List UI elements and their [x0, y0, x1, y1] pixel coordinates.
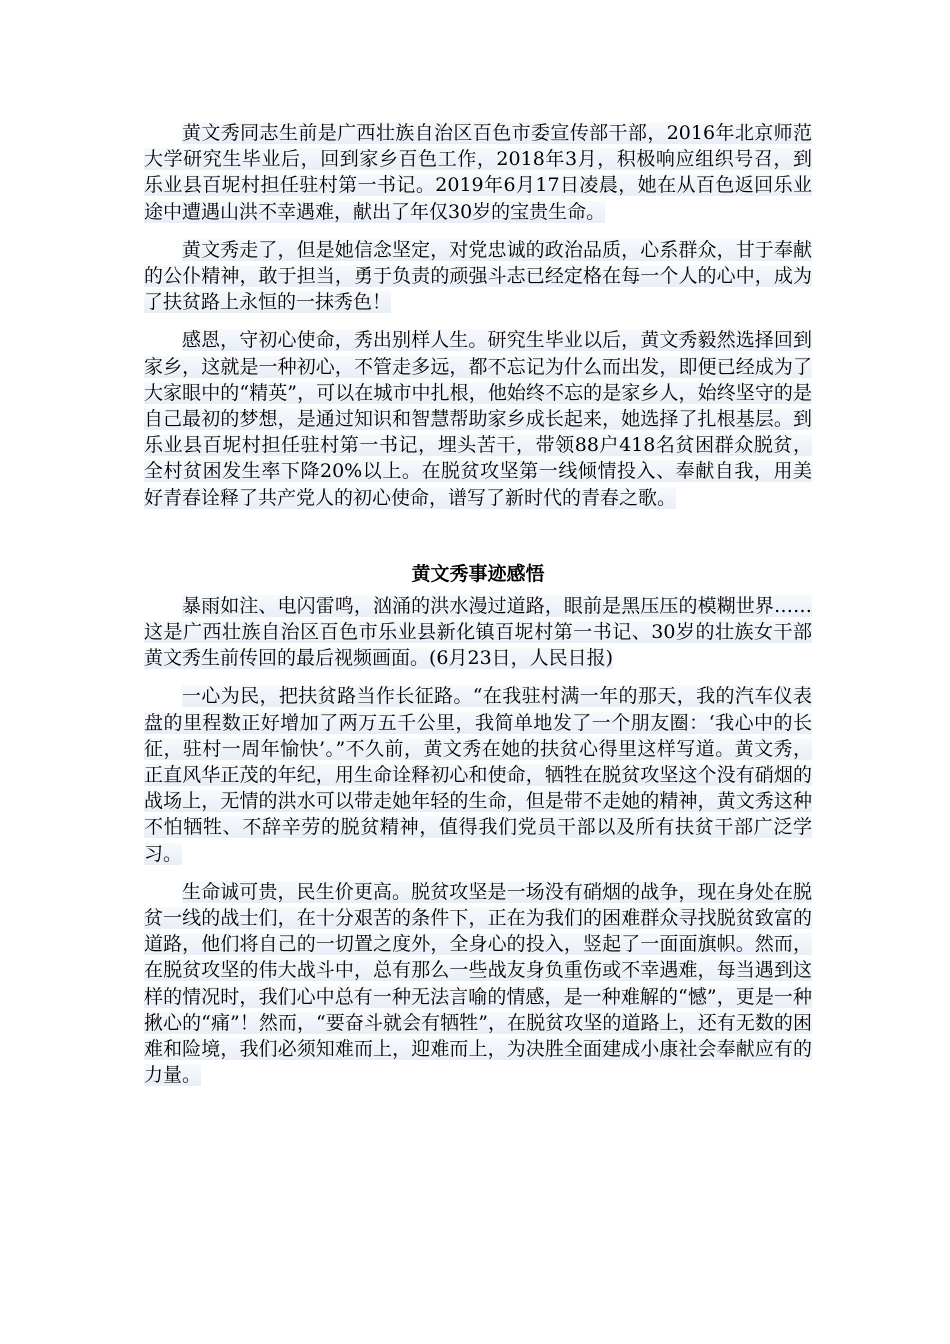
document-page — [144, 120, 812, 1101]
paragraph-text: 一心为民，把扶贫路当作长征路。“在我驻村满一年的那天，我的汽车仪表盘的里程数正好增加了两万五千公里，我简单地发了一个朋友圈：‘我心中的长征，驻村一周年愉快’。”不久前，黄文秀在她的扶贫心得里这样写道。黄文秀，正直风华正茂的年纪，用生命诠释初心和使命，牺牲在脱贫攻坚这个没有硝烟的战场上，无情的洪水可以带走她年轻的生命，但是带不走她的精神，黄文秀这种不怕牺牲、不辞辛劳的脱贫精神，值得我们党员干部以及所有扶贫干部广泛学习。 — [144, 685, 812, 865]
paragraph — [144, 593, 812, 672]
paragraph — [144, 237, 812, 316]
paragraph-text: 生命诚可贵，民生价更高。脱贫攻坚是一场没有硝烟的战争，现在身处在脱贫一线的战士们，在十分艰苦的条件下，正在为我们的困难群众寻找脱贫致富的道路，他们将自己的一切置之度外，全身心的投入，竖起了一面面旗帜。然而，在脱贫攻坚的伟大战斗中，总有那么一些战友身负重伤或不幸遇难，每当遇到这样的情况时，我们心中总有一种无法言喻的情感，是一种难解的“憾”，更是一种揪心的“痛”！然而，“要奋斗就会有牺牲”，在脱贫攻坚的道路上，还有无数的困难和险境，我们必须知难而上，迎难而上，为决胜全面建成小康社会奉献应有的力量。 — [144, 880, 812, 1087]
paragraph — [144, 683, 812, 866]
section-spacer — [144, 523, 812, 559]
paragraph — [144, 120, 812, 225]
paragraph-text: 黄文秀同志生前是广西壮族自治区百色市委宣传部干部，2016年北京师范大学研究生毕业后，回到家乡百色工作，2018年3月，积极响应组织号召，到乐业县百坭村担任驻村第一书记。2019年6月17日凌晨，她在从百色返回乐业途中遭遇山洪不幸遇难，献出了年仅30岁的宝贵生命。 — [144, 122, 812, 223]
paragraph-text: 感恩，守初心使命，秀出别样人生。研究生毕业以后，黄文秀毅然选择回到家乡，这就是一种初心，不管走多远，都不忘记为什么而出发，即便已经成为了大家眼中的“精英”，可以在城市中扎根，他始终不忘的是家乡人，始终坚守的是自己最初的梦想，是通过知识和智慧帮助家乡成长起来，她选择了扎根基层。到乐业县百坭村担任驻村第一书记，埋头苦干，带领88户418名贫困群众脱贫，全村贫困发生率下降20%以上。在脱贫攻坚第一线倾情投入、奉献自我，用美好青春诠释了共产党人的初心使命，谱写了新时代的青春之歌。 — [144, 329, 812, 509]
paragraph-text: 暴雨如注、电闪雷鸣，汹涌的洪水漫过道路，眼前是黑压压的模糊世界……这是广西壮族自治区百色市乐业县新化镇百坭村第一书记、30岁的壮族女干部黄文秀生前传回的最后视频画面。(6月23日，人民日报) — [144, 594, 812, 670]
paragraph — [144, 327, 812, 510]
section-title: 黄文秀事迹感悟 — [411, 562, 545, 585]
paragraph — [144, 879, 812, 1089]
paragraph-text: 黄文秀走了，但是她信念坚定，对党忠诚的政治品质，心系群众，甘于奉献的公仆精神，敢于担当，勇于负责的顽强斗志已经定格在每一个人的心中，成为了扶贫路上永恒的一抹秀色！ — [144, 238, 812, 314]
